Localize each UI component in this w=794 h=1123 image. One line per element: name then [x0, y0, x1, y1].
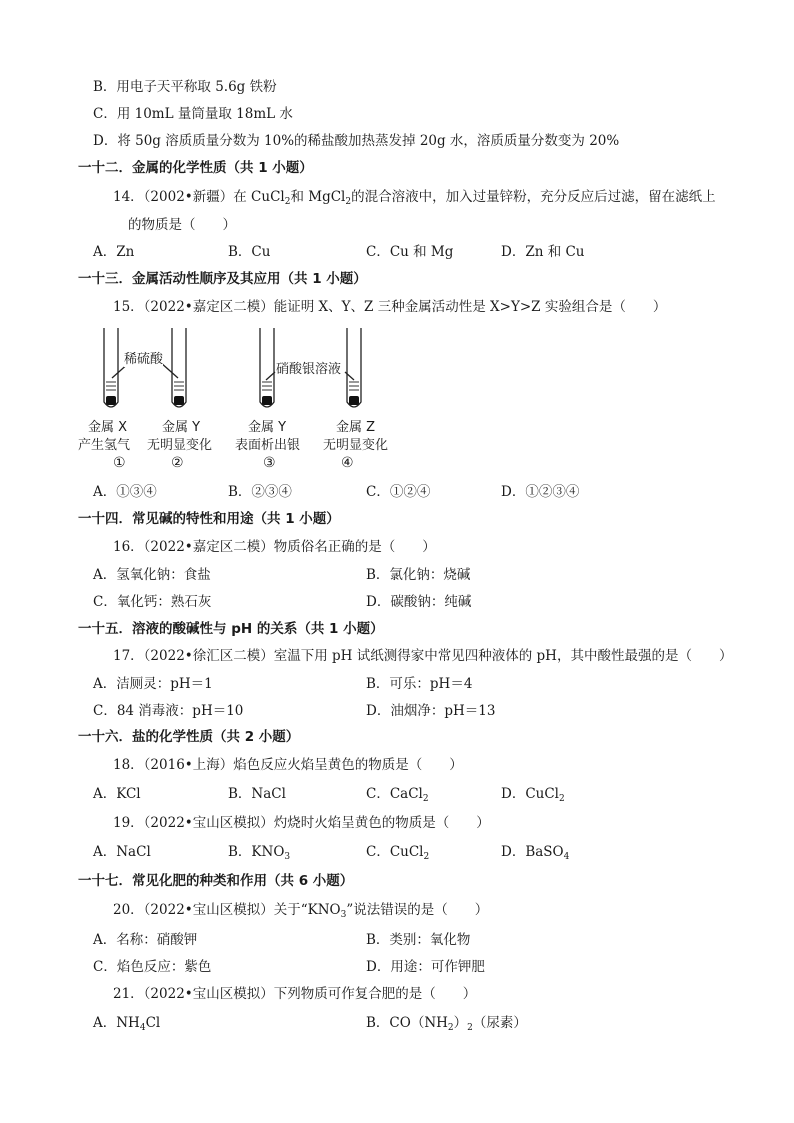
question-17: 17．（2022•徐汇区二模）室温下用 pH 试纸测得家中常见四种液体的 pH，其中酸性最强的是（ ）: [113, 648, 733, 664]
q20-text-1: 20．（2022•宝山区模拟）关于“KNO: [113, 902, 341, 918]
q19-option-a: A．NaCl: [93, 844, 151, 860]
section-16-title: 一十六．盐的化学性质（共 2 小题）: [78, 729, 300, 745]
q15-option-b: B．②③④: [228, 484, 292, 500]
q19-c-text: C．CuCl: [366, 844, 424, 860]
q16-option-c: C．氧化钙：熟石灰: [93, 594, 212, 610]
tube-4-metal: 金属 Z: [336, 420, 376, 435]
tube-3-result: 表面析出银: [235, 438, 301, 453]
q21-b-text: B．CO（NH: [366, 1015, 448, 1031]
q14-text-2: 和 MgCl: [290, 189, 346, 205]
q21-b-tail: （尿素）: [472, 1015, 527, 1031]
label-dilute-sulfuric-acid: 稀硫酸: [124, 348, 163, 367]
option-b-prev: B．用电子天平称取 5.6g 铁粉: [93, 79, 277, 95]
question-19: 19．（2022•宝山区模拟）灼烧时火焰呈黄色的物质是（ ）: [113, 815, 490, 831]
label-silver-nitrate: 硝酸银溶液: [276, 358, 341, 377]
q19-option-b: [228, 842, 290, 862]
q18-d-sub: 2: [559, 794, 565, 804]
q18-c-sub: 2: [422, 794, 429, 804]
q14-option-c: C．Cu 和 Mg: [366, 244, 454, 260]
q21-b-sub: 2: [447, 1023, 454, 1033]
question-20: [113, 900, 488, 920]
test-tube-1: [104, 328, 118, 407]
q21-a-text: A．NH: [93, 1015, 140, 1031]
q15-option-a: A．①③④: [93, 484, 157, 500]
tube-4-number: ④: [341, 455, 354, 471]
q19-c-sub: 2: [423, 852, 430, 862]
q17-option-b: B．可乐：pH＝4: [366, 676, 473, 692]
q21-option-b: [366, 1013, 527, 1033]
tube-3-metal: 金属 Y: [248, 420, 287, 435]
q17-option-c: C．84 消毒液：pH＝10: [93, 703, 244, 719]
q21-a-sub: 4: [139, 1023, 146, 1033]
q16-option-d: D．碳酸钠：纯碱: [366, 594, 472, 610]
q20-sub: 3: [340, 910, 347, 920]
test-tube-3: [260, 328, 274, 407]
q20-option-a: A．名称：硝酸钾: [93, 932, 198, 948]
section-12-title: 一十二．金属的化学性质（共 1 小题）: [78, 160, 313, 176]
section-13-title: 一十三．金属活动性顺序及其应用（共 1 小题）: [78, 271, 367, 287]
q18-c-text: C．CaCl: [366, 786, 423, 802]
q14-sub-1: 2: [284, 197, 291, 207]
q19-b-text: B．KNO: [228, 844, 285, 860]
q20-text-2: ”说法错误的是（ ）: [346, 902, 489, 918]
question-14-line2: 的物质是（ ）: [128, 217, 236, 233]
option-c-prev: C．用 10mL 量筒量取 18mL 水: [93, 106, 293, 122]
q18-d-text: D．CuCl: [501, 786, 559, 802]
q19-d-text: D．BaSO: [501, 844, 564, 860]
q18-option-a: A．KCl: [93, 786, 141, 802]
q15-option-d: D．①②③④: [501, 484, 580, 500]
q18-option-d: [501, 784, 565, 804]
q14-option-d: D．Zn 和 Cu: [501, 244, 585, 260]
q17-option-a: A．洁厕灵：pH＝1: [93, 676, 213, 692]
q14-text-3: 的混合溶液中，加入过量锌粉，充分反应后过滤，留在滤纸上: [351, 189, 716, 205]
tube-1-result: 产生氢气: [78, 438, 131, 453]
tube-2-result: 无明显变化: [147, 438, 213, 453]
q21-b-sub2: 2: [467, 1023, 473, 1033]
q18-option-c: [366, 784, 429, 804]
option-d-prev: D．将 50g 溶质质量分数为 10%的稀盐酸加热蒸发掉 20g 水，溶质质量分数变为 20%: [93, 133, 620, 149]
q16-option-b: B．氯化钠：烧碱: [366, 567, 471, 583]
tube-3-number: ③: [263, 455, 276, 471]
test-tube-2: [172, 328, 186, 407]
question-15: 15．（2022•嘉定区二模）能证明 X、Y、Z 三种金属活动性是 X>Y>Z 实验组合是（ ）: [113, 299, 667, 315]
section-14-title: 一十四．常见碱的特性和用途（共 1 小题）: [78, 511, 340, 527]
q18-option-b: B．NaCl: [228, 786, 286, 802]
q14-option-b: B．Cu: [228, 244, 271, 260]
q15-option-c: C．①②④: [366, 484, 431, 500]
tube-2-number: ②: [171, 455, 184, 471]
q14-option-a: A．Zn: [93, 244, 135, 260]
q21-b-mid: ）: [453, 1015, 468, 1031]
metal-y-piece-1: [174, 396, 184, 405]
q19-option-c: [366, 842, 429, 862]
q19-b-sub: 3: [284, 852, 291, 862]
question-21: 21．（2022•宝山区模拟）下列物质可作复合肥的是（ ）: [113, 986, 477, 1002]
metal-y-piece-2: [262, 396, 272, 405]
tube-1-number: ①: [113, 455, 126, 471]
test-tube-4: [347, 328, 361, 407]
metal-x-piece: [106, 396, 116, 405]
tube-4-result: 无明显变化: [323, 438, 389, 453]
q17-option-d: D．油烟净：pH＝13: [366, 703, 496, 719]
question-16: 16．（2022•嘉定区二模）物质俗名正确的是（ ）: [113, 539, 436, 555]
tube-2-metal: 金属 Y: [162, 420, 201, 435]
q20-option-b: B．类别：氧化物: [366, 932, 471, 948]
q19-option-d: [501, 842, 569, 862]
q14-text-1: 14．（2002•新疆）在 CuCl: [113, 189, 285, 205]
q21-a-tail: Cl: [145, 1015, 161, 1031]
q19-d-sub: 4: [563, 852, 570, 862]
question-18: 18．（2016•上海）焰色反应火焰呈黄色的物质是（ ）: [113, 757, 463, 773]
metal-z-piece: [349, 396, 359, 405]
section-17-title: 一十七．常见化肥的种类和作用（共 6 小题）: [78, 873, 354, 889]
q16-option-a: A．氢氧化钠：食盐: [93, 567, 211, 583]
q20-option-d: D．用途：可作钾肥: [366, 959, 485, 975]
tube-1-metal: 金属 X: [88, 420, 128, 435]
q21-option-a: [93, 1013, 160, 1033]
q14-sub-2: 2: [345, 197, 352, 207]
q20-option-c: C．焰色反应：紫色: [93, 959, 212, 975]
section-15-title: 一十五．溶液的酸碱性与 pH 的关系（共 1 小题）: [78, 621, 384, 637]
